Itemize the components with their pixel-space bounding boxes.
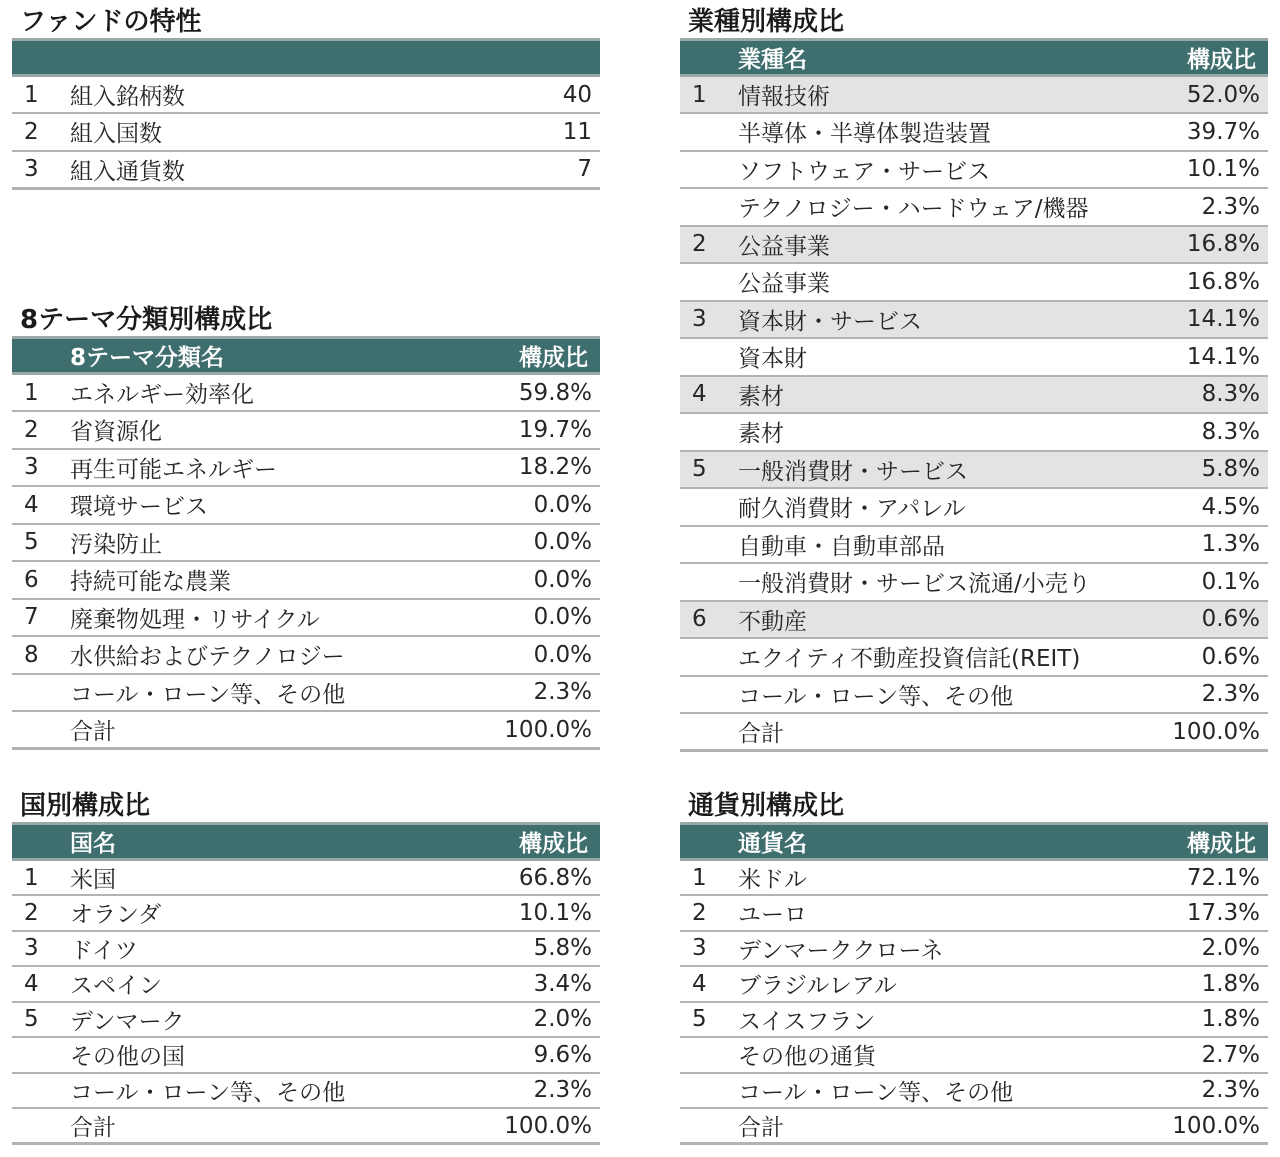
table-row xyxy=(12,1073,600,1109)
row-number: 5 xyxy=(680,451,738,489)
table-row xyxy=(12,113,600,151)
table-row xyxy=(680,301,1268,339)
row-number: 2 xyxy=(12,411,70,449)
table-row xyxy=(12,1002,600,1038)
table-row xyxy=(12,966,600,1002)
row-value: 59.8% xyxy=(458,374,600,412)
row-name: 情報技術 xyxy=(738,76,1126,114)
row-value: 2.3% xyxy=(458,674,600,712)
row-value: 14.1% xyxy=(1126,338,1268,376)
row-value: 0.6% xyxy=(1126,601,1268,639)
table-header xyxy=(12,338,600,374)
row-number: 3 xyxy=(12,449,70,487)
table-row xyxy=(680,895,1268,931)
table-row xyxy=(12,76,600,114)
row-name: 組入通貨数 xyxy=(70,151,458,189)
row-number xyxy=(12,1073,70,1109)
table-row xyxy=(12,636,600,674)
industry-breakdown-table xyxy=(680,38,1268,752)
row-number: 2 xyxy=(680,226,738,264)
country-breakdown-table xyxy=(12,822,600,1145)
row-number xyxy=(680,413,738,451)
row-number: 1 xyxy=(680,76,738,114)
row-number xyxy=(680,113,738,151)
table-row xyxy=(12,895,600,931)
table-header xyxy=(680,40,1268,76)
row-number xyxy=(12,1108,70,1144)
row-number: 1 xyxy=(12,76,70,114)
row-value: 7 xyxy=(458,151,600,189)
table-row xyxy=(12,599,600,637)
row-value: 100.0% xyxy=(458,1108,600,1144)
row-name: 半導体・半導体製造装置 xyxy=(738,113,1126,151)
table-row xyxy=(12,374,600,412)
row-name: 合計 xyxy=(70,711,458,749)
row-value: 2.0% xyxy=(1126,931,1268,967)
row-value: 8.3% xyxy=(1126,376,1268,414)
row-value: 11 xyxy=(458,113,600,151)
row-number xyxy=(680,338,738,376)
row-number: 6 xyxy=(680,601,738,639)
row-number: 3 xyxy=(12,931,70,967)
header-value: 構成比 xyxy=(1126,40,1268,76)
row-number: 1 xyxy=(680,860,738,896)
row-number xyxy=(680,151,738,189)
row-number: 2 xyxy=(12,113,70,151)
row-value: 0.6% xyxy=(1126,638,1268,676)
table-row xyxy=(12,674,600,712)
header-name: 国名 xyxy=(70,824,458,860)
row-name: スイスフラン xyxy=(738,1002,1126,1038)
row-name: コール・ローン等、その他 xyxy=(70,674,458,712)
row-name: 自動車・自動車部品 xyxy=(738,526,1126,564)
row-value: 0.0% xyxy=(458,561,600,599)
theme-breakdown-title: 8テーマ分類別構成比 xyxy=(20,305,273,335)
row-number: 8 xyxy=(12,636,70,674)
table-row xyxy=(12,561,600,599)
row-value: 2.3% xyxy=(1126,1073,1268,1109)
row-value: 5.8% xyxy=(458,931,600,967)
row-number: 5 xyxy=(680,1002,738,1038)
row-name: テクノロジー・ハードウェア/機器 xyxy=(738,188,1126,226)
row-name: 一般消費財・サービス xyxy=(738,451,1126,489)
row-name: エクイティ不動産投資信託(REIT) xyxy=(738,638,1126,676)
row-name: ブラジルレアル xyxy=(738,966,1126,1002)
row-number xyxy=(680,676,738,714)
row-name: 不動産 xyxy=(738,601,1126,639)
fund-characteristics-title: ファンドの特性 xyxy=(20,7,202,37)
table-row xyxy=(12,860,600,896)
row-number: 4 xyxy=(12,966,70,1002)
row-number: 4 xyxy=(680,376,738,414)
header-num xyxy=(680,40,738,76)
row-number: 3 xyxy=(680,931,738,967)
row-number: 3 xyxy=(12,151,70,189)
row-value: 0.1% xyxy=(1126,563,1268,601)
header-num xyxy=(12,338,70,374)
table-row xyxy=(12,1108,600,1144)
row-name: ソフトウェア・サービス xyxy=(738,151,1126,189)
currency-breakdown-table xyxy=(680,822,1268,1145)
row-name: 持続可能な農業 xyxy=(70,561,458,599)
row-value: 2.0% xyxy=(458,1002,600,1038)
row-value: 0.0% xyxy=(458,486,600,524)
row-name: 水供給およびテクノロジー xyxy=(70,636,458,674)
row-value: 1.8% xyxy=(1126,966,1268,1002)
row-value: 18.2% xyxy=(458,449,600,487)
header-name: 業種名 xyxy=(738,40,1126,76)
header-num xyxy=(12,824,70,860)
row-value: 4.5% xyxy=(1126,488,1268,526)
row-name: コール・ローン等、その他 xyxy=(738,676,1126,714)
row-name: コール・ローン等、その他 xyxy=(70,1073,458,1109)
row-value: 100.0% xyxy=(458,711,600,749)
row-name: 資本財 xyxy=(738,338,1126,376)
row-name: 合計 xyxy=(70,1108,458,1144)
header-value xyxy=(458,40,600,76)
row-value: 17.3% xyxy=(1126,895,1268,931)
row-value: 2.3% xyxy=(1126,676,1268,714)
row-value: 16.8% xyxy=(1126,226,1268,264)
header-value: 構成比 xyxy=(458,338,600,374)
row-name: その他の通貨 xyxy=(738,1037,1126,1073)
row-number: 1 xyxy=(12,374,70,412)
row-value: 0.0% xyxy=(458,636,600,674)
row-name: デンマーククローネ xyxy=(738,931,1126,967)
row-number xyxy=(680,488,738,526)
row-value: 52.0% xyxy=(1126,76,1268,114)
row-value: 0.0% xyxy=(458,599,600,637)
row-name: 一般消費財・サービス流通/小売り xyxy=(738,563,1126,601)
table-row xyxy=(680,376,1268,414)
row-name: 公益事業 xyxy=(738,263,1126,301)
header-name: 通貨名 xyxy=(738,824,1126,860)
row-name: 合計 xyxy=(738,1108,1126,1144)
row-value: 2.3% xyxy=(1126,188,1268,226)
row-name: 環境サービス xyxy=(70,486,458,524)
row-value: 100.0% xyxy=(1126,713,1268,751)
row-name: その他の国 xyxy=(70,1037,458,1073)
row-value: 9.6% xyxy=(458,1037,600,1073)
row-value: 2.7% xyxy=(1126,1037,1268,1073)
row-name: 耐久消費財・アパレル xyxy=(738,488,1126,526)
table-row xyxy=(680,1037,1268,1073)
fund-characteristics-section xyxy=(12,2,600,192)
industry-breakdown-title: 業種別構成比 xyxy=(688,7,845,37)
row-name: 組入銘柄数 xyxy=(70,76,458,114)
row-number: 4 xyxy=(12,486,70,524)
row-value: 14.1% xyxy=(1126,301,1268,339)
row-number xyxy=(680,526,738,564)
row-number: 6 xyxy=(12,561,70,599)
country-breakdown-title: 国別構成比 xyxy=(20,791,151,821)
table-header xyxy=(12,824,600,860)
table-row xyxy=(12,411,600,449)
row-number xyxy=(12,674,70,712)
table-row xyxy=(680,226,1268,264)
table-row xyxy=(12,711,600,749)
table-row xyxy=(680,188,1268,226)
row-name: デンマーク xyxy=(70,1002,458,1038)
header-num xyxy=(12,40,70,76)
row-value: 2.3% xyxy=(458,1073,600,1109)
row-number: 5 xyxy=(12,524,70,562)
row-number xyxy=(680,1108,738,1144)
theme-breakdown-table xyxy=(12,336,600,750)
row-name: 省資源化 xyxy=(70,411,458,449)
table-header xyxy=(680,824,1268,860)
row-value: 19.7% xyxy=(458,411,600,449)
table-row xyxy=(680,488,1268,526)
row-name: エネルギー効率化 xyxy=(70,374,458,412)
table-row xyxy=(680,1002,1268,1038)
row-number: 5 xyxy=(12,1002,70,1038)
row-number xyxy=(680,1073,738,1109)
row-number xyxy=(680,1037,738,1073)
row-name: 汚染防止 xyxy=(70,524,458,562)
row-name: 米国 xyxy=(70,860,458,896)
row-name: 合計 xyxy=(738,713,1126,751)
table-row xyxy=(680,113,1268,151)
row-value: 1.8% xyxy=(1126,1002,1268,1038)
row-number xyxy=(680,263,738,301)
row-name: コール・ローン等、その他 xyxy=(738,1073,1126,1109)
row-name: ドイツ xyxy=(70,931,458,967)
row-number xyxy=(12,711,70,749)
row-name: 素材 xyxy=(738,376,1126,414)
row-name: ユーロ xyxy=(738,895,1126,931)
table-row xyxy=(680,526,1268,564)
row-number: 1 xyxy=(12,860,70,896)
table-header xyxy=(12,40,600,76)
row-value: 40 xyxy=(458,76,600,114)
table-row xyxy=(680,413,1268,451)
table-row xyxy=(680,151,1268,189)
table-row xyxy=(680,601,1268,639)
table-row xyxy=(12,151,600,189)
row-number: 2 xyxy=(680,895,738,931)
row-value: 16.8% xyxy=(1126,263,1268,301)
row-number xyxy=(680,713,738,751)
row-value: 3.4% xyxy=(458,966,600,1002)
row-value: 5.8% xyxy=(1126,451,1268,489)
row-number: 4 xyxy=(680,966,738,1002)
table-row xyxy=(12,524,600,562)
table-row xyxy=(680,966,1268,1002)
row-name: 廃棄物処理・リサイクル xyxy=(70,599,458,637)
row-number xyxy=(680,563,738,601)
header-value: 構成比 xyxy=(1126,824,1268,860)
row-name: 再生可能エネルギー xyxy=(70,449,458,487)
country-breakdown-section xyxy=(12,786,600,1151)
header-name xyxy=(70,40,458,76)
row-name: 公益事業 xyxy=(738,226,1126,264)
row-value: 0.0% xyxy=(458,524,600,562)
row-number: 7 xyxy=(12,599,70,637)
table-row xyxy=(680,563,1268,601)
row-number xyxy=(12,1037,70,1073)
header-num xyxy=(680,824,738,860)
row-number xyxy=(680,638,738,676)
table-row xyxy=(680,1073,1268,1109)
currency-breakdown-section xyxy=(680,786,1268,1151)
table-row xyxy=(680,1108,1268,1144)
row-value: 72.1% xyxy=(1126,860,1268,896)
header-name: 8テーマ分類名 xyxy=(70,338,458,374)
row-value: 100.0% xyxy=(1126,1108,1268,1144)
table-row xyxy=(680,638,1268,676)
theme-breakdown-section xyxy=(12,300,600,755)
row-value: 10.1% xyxy=(1126,151,1268,189)
industry-breakdown-section xyxy=(680,2,1268,754)
row-number: 3 xyxy=(680,301,738,339)
table-row xyxy=(680,451,1268,489)
table-row xyxy=(12,1037,600,1073)
table-row xyxy=(680,263,1268,301)
table-row xyxy=(12,931,600,967)
header-value: 構成比 xyxy=(458,824,600,860)
row-value: 8.3% xyxy=(1126,413,1268,451)
row-value: 66.8% xyxy=(458,860,600,896)
row-name: 素材 xyxy=(738,413,1126,451)
table-row xyxy=(680,713,1268,751)
row-name: 資本財・サービス xyxy=(738,301,1126,339)
row-name: オランダ xyxy=(70,895,458,931)
table-row xyxy=(680,338,1268,376)
table-row xyxy=(680,860,1268,896)
row-number xyxy=(680,188,738,226)
table-row xyxy=(12,449,600,487)
row-name: 米ドル xyxy=(738,860,1126,896)
row-value: 39.7% xyxy=(1126,113,1268,151)
currency-breakdown-title: 通貨別構成比 xyxy=(688,791,845,821)
row-name: スペイン xyxy=(70,966,458,1002)
table-row xyxy=(680,76,1268,114)
table-row xyxy=(680,676,1268,714)
row-name: 組入国数 xyxy=(70,113,458,151)
fund-characteristics-table xyxy=(12,38,600,190)
row-value: 10.1% xyxy=(458,895,600,931)
table-row xyxy=(12,486,600,524)
row-value: 1.3% xyxy=(1126,526,1268,564)
row-number: 2 xyxy=(12,895,70,931)
table-row xyxy=(680,931,1268,967)
